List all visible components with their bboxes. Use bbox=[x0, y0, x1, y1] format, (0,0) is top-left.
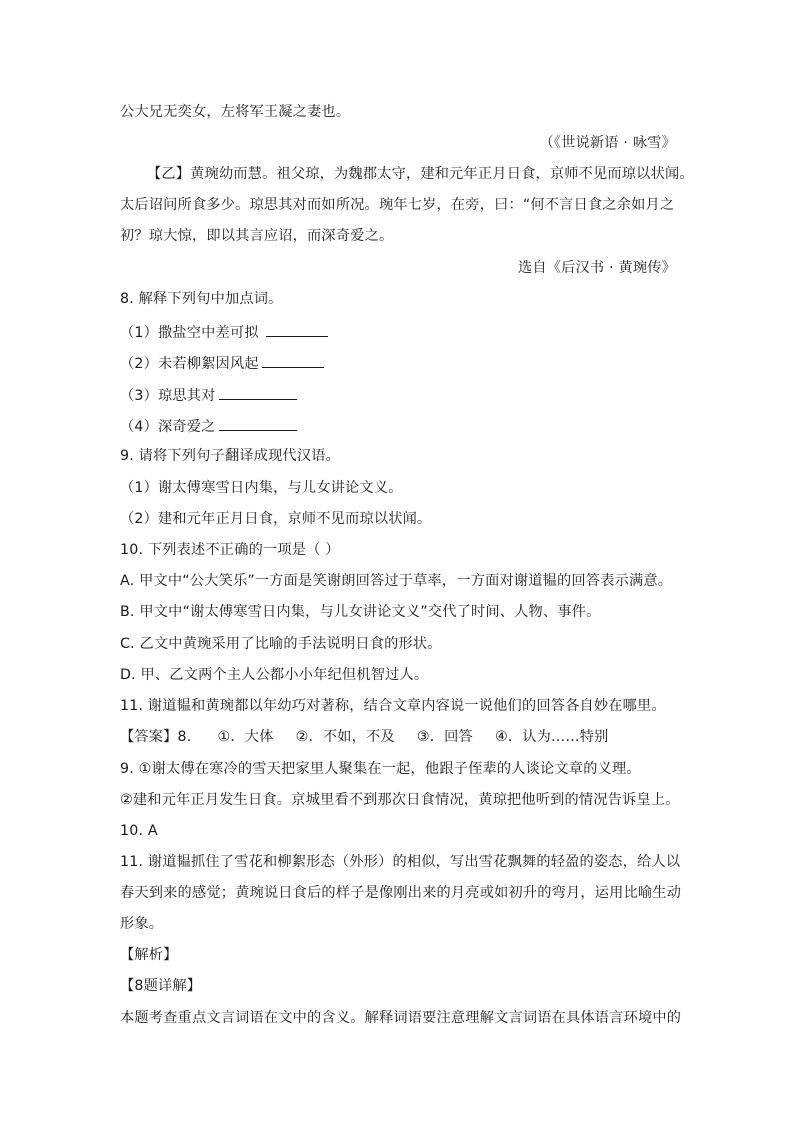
question-8-item-2 bbox=[120, 352, 676, 374]
question-10-option-d: D. 甲、乙文两个主人公都小小年纪但机智过人。 bbox=[120, 667, 429, 683]
answer-8-4: ④．认为……特别 bbox=[494, 729, 609, 745]
question-9-stem: 9. 请将下列句子翻译成现代汉语。 bbox=[120, 448, 341, 464]
question-10-option-c: C. 乙文中黄琬采用了比喻的手法说明日食的形状。 bbox=[120, 636, 442, 652]
passage-yi-line-2: 太后诏问所食多少。琼思其对而如所况。琬年七岁，在旁，曰：“何不言日食之余如月之 bbox=[120, 197, 675, 213]
passage-jia-end: 公大兄无奕女，左将军王凝之妻也。 bbox=[120, 104, 351, 120]
question-8-stem: 8. 解释下列句中加点词。 bbox=[120, 291, 283, 307]
question-8-item-2-text: （2）未若柳絮因风起 bbox=[120, 356, 259, 372]
passage-jia-source: （《世说新语 · 咏雪》 bbox=[539, 135, 676, 151]
passage-yi-line-3: 初？琼大惊，即以其言应诏，而深奇爱之。 bbox=[120, 228, 394, 244]
answer-11-line-1: 11. 谢道韫抓住了雪花和柳絮形态（外形）的相似，写出雪花飘舞的轻盈的姿态，给人以 bbox=[120, 854, 681, 870]
question-8-item-4 bbox=[120, 415, 676, 437]
question-11-stem: 11. 谢道韫和黄琬都以年幼巧对著称，结合文章内容说一说他们的回答各自妙在哪里。 bbox=[120, 698, 666, 714]
answer-8-3: ③．回答 bbox=[416, 729, 473, 745]
question-8-item-4-text: （4）深奇爱之 bbox=[120, 419, 216, 435]
analysis-line-1: 本题考查重点文言词语在文中的含义。解释词语要注意理解文言词语在具体语言环境中的 bbox=[120, 1010, 682, 1026]
answer-11-line-3: 形象。 bbox=[120, 916, 164, 932]
answer-9-line-2: ②建和元年正月发生日食。京城里看不到那次日食情况，黄琼把他听到的情况告诉皇上。 bbox=[120, 792, 680, 808]
question-8-item-1 bbox=[120, 321, 676, 343]
question-8-item-1-text: （1）撒盐空中差可拟 bbox=[120, 325, 264, 341]
answer-9-line-1: 9. ①谢太傅在寒冷的雪天把家里人聚集在一起，他跟子侄辈的人谈论文章的义理。 bbox=[120, 761, 641, 777]
answer-8-1: ①．大体 bbox=[217, 729, 274, 745]
passage-yi-source: 选自《后汉书 · 黄琬传》 bbox=[517, 260, 676, 276]
question-10-option-b: B. 甲文中“谢太傅寒雪日内集，与儿女讲论文义”交代了时间、人物、事件。 bbox=[120, 604, 601, 620]
answer-blank[interactable] bbox=[219, 415, 297, 431]
answer-8-2: ②．不如，不及 bbox=[295, 729, 395, 745]
answer-label: 【答案】8. bbox=[120, 729, 192, 745]
question-10-stem: 10. 下列表述不正确的一项是（ ） bbox=[120, 542, 340, 558]
answer-blank[interactable] bbox=[262, 352, 324, 368]
answer-11-line-2: 春天到来的感觉；黄琬说日食后的样子是像刚出来的月亮或如初升的弯月，运用比喻生动 bbox=[120, 885, 682, 901]
analysis-label: 【解析】 bbox=[120, 947, 178, 963]
question-9-item-1: （1）谢太傅寒雪日内集，与儿女讲论文义。 bbox=[120, 480, 403, 496]
question-8-item-3-text: （3）琼思其对 bbox=[120, 388, 216, 404]
question-8-item-3 bbox=[120, 384, 676, 406]
answer-blank[interactable] bbox=[266, 321, 328, 337]
passage-yi-line-1: 【乙】黄琬幼而慧。祖父琼，为魏郡太守，建和元年正月日食，京师不见而琼以状闻。 bbox=[147, 166, 694, 182]
question-9-item-2: （2）建和元年正月日食，京师不见而琼以状闻。 bbox=[120, 511, 432, 527]
answer-10: 10. A bbox=[120, 823, 158, 839]
analysis-subheading: 【8题详解】 bbox=[120, 978, 202, 994]
answer-blank[interactable] bbox=[219, 384, 297, 400]
question-10-option-a: A. 甲文中“公大笑乐”一方面是笑谢朗回答过于草率，一方面对谢道韫的回答表示满意。 bbox=[120, 573, 673, 589]
answer-8-row bbox=[120, 727, 676, 747]
